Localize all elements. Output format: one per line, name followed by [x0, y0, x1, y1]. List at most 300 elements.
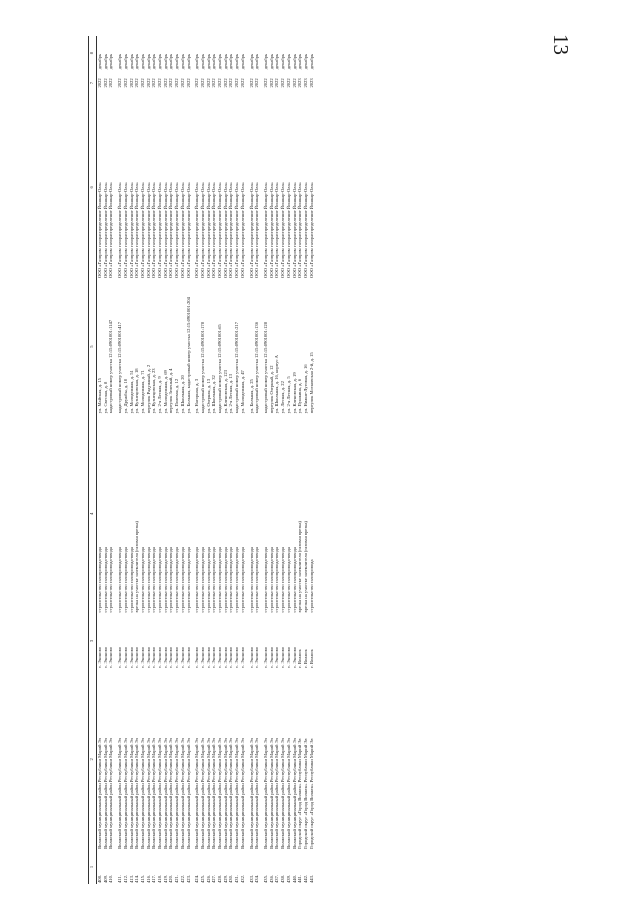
month-cell: декабрь: [239, 53, 245, 70]
address-cell: кадастровый номер участка 12:15:0901001:178: [199, 322, 205, 414]
settlement-cell: с. Эконово: [97, 646, 102, 668]
address-cell: ул. Молодежная, д. 69: [162, 370, 168, 414]
address-cell: переулок Московская 2-й, д. 15: [308, 352, 314, 414]
year-cell: 2022: [139, 78, 145, 88]
address-cell: ул. Кузнецовская, д. 18: [134, 368, 140, 414]
work-type-cell: строительство газопровода-ввода: [228, 547, 234, 613]
row-number-cell: 421.: [174, 874, 180, 883]
year-cell: 2022: [108, 78, 114, 88]
municipality-cell: Волжский муниципальный район Республики Марий Эл: [222, 738, 228, 849]
municipality-cell: Волжский муниципальный район Республики Марий Эл: [239, 738, 245, 849]
year-cell: 2022: [122, 78, 128, 88]
organization-cell: ООО «Газпром газораспределение Йошкар-Ола»: [157, 182, 163, 278]
month-cell: декабрь: [97, 53, 102, 70]
settlement-cell: с. Эконово: [145, 646, 151, 668]
header-cell: 5: [89, 279, 97, 414]
year-cell: 2022: [128, 78, 134, 88]
work-type-cell: строительство газопровода-ввода: [291, 547, 297, 613]
settlement-cell: с. Эконово: [185, 646, 191, 668]
work-type-cell: строительство газопровода-ввода: [108, 547, 114, 613]
organization-cell: ООО «Газпром газораспределение Йошкар-Ола»: [194, 182, 200, 278]
settlement-cell: с. Эконово: [228, 646, 234, 668]
month-cell: декабрь: [179, 53, 185, 70]
row-number-cell: 422.: [179, 874, 185, 883]
address-cell: ул. Лесная, д. 22: [280, 381, 286, 414]
address-cell: кадастровый номер участка 12:15:0901001:1147: [108, 319, 114, 414]
municipality-cell: Волжский муниципальный район Республики Марий Эл: [199, 738, 205, 849]
row-number-cell: 414.: [134, 874, 140, 883]
settlement-cell: г. Волжск: [297, 649, 303, 668]
settlement-cell: с. Эконово: [274, 646, 280, 668]
work-type-cell: строительство газопровода-ввода: [262, 547, 268, 613]
address-cell: ул. Школьная, д. 20: [179, 375, 185, 414]
address-cell: переулок Зеленый, д. 4: [168, 368, 174, 414]
organization-cell: ООО «Газпром газораспределение Йошкар-Ола»: [102, 182, 108, 278]
year-cell: 2022: [217, 78, 223, 88]
address-cell: ул. 2-я Лесная, д. 13: [228, 374, 234, 414]
month-cell: декабрь: [274, 53, 280, 70]
row-number-cell: 437.: [274, 874, 280, 883]
month-cell: декабрь: [234, 53, 240, 70]
organization-cell: ООО «Газпром газораспределение Йошкар-Ола»: [228, 182, 234, 278]
work-type-cell: строительство газопровода: [308, 559, 314, 613]
organization-cell: ООО «Газпром газораспределение Йошкар-Ола»: [168, 182, 174, 278]
month-cell: декабрь: [222, 53, 228, 70]
work-type-cell: врезка на участке заземлителя (газовая врезка): [302, 521, 308, 613]
year-cell: 2023: [297, 78, 303, 88]
header-cell: 8: [89, 36, 97, 70]
year-cell: 2022: [151, 78, 157, 88]
settlement-cell: с. Эконово: [162, 646, 168, 668]
work-type-cell: строительство газопровода-ввода: [117, 547, 123, 613]
organization-cell: ООО «Газпром газораспределение Йошкар-Ола»: [97, 182, 102, 278]
organization-cell: ООО «Газпром газораспределение Йошкар-Ола»: [145, 182, 151, 278]
municipality-cell: Волжский муниципальный район Республики Марий Эл: [285, 738, 291, 849]
address-cell: ул. Нагорная, д. 3: [194, 378, 200, 414]
settlement-cell: г. Волжск: [302, 649, 308, 668]
work-type-cell: строительство газопровода-ввода: [274, 547, 280, 613]
year-cell: 2022: [145, 78, 151, 88]
address-cell: ул. Больная, д. 25: [248, 379, 254, 414]
year-cell: 2022: [211, 78, 217, 88]
address-cell: ул. 2-я Лесная, д. 5: [285, 376, 291, 414]
row-number-cell: 436.: [268, 874, 274, 883]
work-type-cell: строительство газопровода-ввода: [234, 547, 240, 613]
organization-cell: ООО «Газпром газораспределение Йошкар-Ола»: [108, 182, 114, 278]
month-cell: декабрь: [139, 53, 145, 70]
month-cell: декабрь: [185, 53, 191, 70]
settlement-cell: с. Эконово: [179, 646, 185, 668]
year-cell: 2022: [162, 78, 168, 88]
address-cell: ул. Нижне-Луговая, д. 16: [302, 364, 308, 414]
settlement-cell: с. Эконово: [262, 646, 268, 668]
municipality-cell: Волжский муниципальный район Республики Марий Эл: [128, 738, 134, 849]
work-type-cell: строительство газопровода-ввода: [174, 547, 180, 613]
settlement-cell: с. Эконово: [157, 646, 163, 668]
work-type-cell: строительство газопровода-ввода: [145, 547, 151, 613]
settlement-cell: с. Эконово: [122, 646, 128, 668]
year-cell: 2022: [205, 78, 211, 88]
organization-cell: ООО «Газпром газораспределение Йошкар-Ола»: [205, 182, 211, 278]
year-cell: 2022: [254, 78, 260, 88]
row-number-cell: 443.: [308, 874, 314, 883]
settlement-cell: с. Эконово: [211, 646, 217, 668]
settlement-cell: с. Эконово: [168, 646, 174, 668]
address-cell: ул. Полевая, д. 12: [174, 378, 180, 414]
settlement-cell: с. Эконово: [134, 646, 140, 668]
organization-cell: ООО «Газпром газораспределение Йошкар-Ола»: [211, 182, 217, 278]
month-cell: декабрь: [128, 53, 134, 70]
gas-connection-table: [88, 36, 314, 884]
row-number-cell: 415.: [139, 874, 145, 883]
municipality-cell: Волжский муниципальный район Республики Марий Эл: [117, 738, 123, 849]
organization-cell: ООО «Газпром газораспределение Йошкар-Ола»: [308, 182, 314, 278]
row-number-cell: 417.: [151, 874, 157, 883]
year-cell: 2022: [174, 78, 180, 88]
address-cell: ул. Дружбы, д. 10: [122, 378, 128, 414]
month-cell: декабрь: [228, 53, 234, 70]
settlement-cell: с. Эконово: [254, 646, 260, 668]
month-cell: декабрь: [297, 53, 303, 70]
row-number-cell: 412.: [122, 874, 128, 883]
work-type-cell: строительство газопровода-ввода: [122, 547, 128, 613]
work-type-cell: строительство газопровода-ввода: [268, 547, 274, 613]
address-cell: ул. Кленовская, д. 123: [222, 370, 228, 414]
municipality-cell: Волжский муниципальный район Республики Марий Эл: [174, 738, 180, 849]
address-cell: кадастровый номер участка 12:15:0901001:417: [117, 322, 123, 414]
year-cell: 2022: [228, 78, 234, 88]
month-cell: декабрь: [291, 53, 297, 70]
row-number-cell: 435.: [262, 874, 268, 883]
month-cell: декабрь: [262, 53, 268, 70]
settlement-cell: с. Эконово: [280, 646, 286, 668]
municipality-cell: Волжский муниципальный район Республики Марий Эл: [157, 738, 163, 849]
month-cell: декабрь: [122, 53, 128, 70]
work-type-cell: строительство газопровода-ввода: [280, 547, 286, 613]
year-cell: 2022: [117, 78, 123, 88]
municipality-cell: Волжский муниципальный район Республики Марий Эл: [162, 738, 168, 849]
row-number-cell: 413.: [128, 874, 134, 883]
year-cell: 2022: [168, 78, 174, 88]
row-number-cell: 428.: [217, 874, 223, 883]
month-cell: декабрь: [102, 53, 108, 70]
table-row: [309, 36, 315, 884]
work-type-cell: строительство газопровода-ввода: [128, 547, 134, 613]
month-cell: декабрь: [168, 53, 174, 70]
organization-cell: ООО «Газпром газораспределение Йошкар-Ола»: [254, 182, 260, 278]
work-type-cell: строительство газопровода-ввода: [185, 547, 191, 613]
year-cell: 2022: [102, 78, 108, 88]
month-cell: декабрь: [217, 53, 223, 70]
header-cell: 6: [89, 96, 97, 279]
year-cell: 2022: [268, 78, 274, 88]
settlement-cell: с. Эконово: [102, 646, 108, 668]
work-type-cell: строительство газопровода-ввода: [254, 547, 260, 613]
row-number-cell: 438.: [280, 874, 286, 883]
municipality-cell: Волжский муниципальный район Республики Марий Эл: [134, 738, 140, 849]
municipality-cell: Волжский муниципальный район Республики Марий Эл: [151, 738, 157, 849]
address-cell: переулок Радужный, д. 2: [145, 364, 151, 414]
work-type-cell: строительство газопровода-ввода: [285, 547, 291, 613]
municipality-cell: Волжский муниципальный район Республики Марий Эл: [205, 738, 211, 849]
address-cell: ул. Кленовская, д. 19: [291, 372, 297, 414]
organization-cell: ООО «Газпром газораспределение Йошкар-Ола»: [199, 182, 205, 278]
organization-cell: ООО «Газпром газораспределение Йошкар-Ола»: [128, 182, 134, 278]
month-cell: декабрь: [199, 53, 205, 70]
month-cell: декабрь: [162, 53, 168, 70]
address-cell: кадастровый номер участка 12:15:0901001:65: [217, 324, 223, 414]
municipality-cell: Волжский муниципальный район Республики Марий Эл: [168, 738, 174, 849]
address-cell: ул. Светлая, д. 8: [102, 381, 108, 414]
year-cell: 2022: [274, 78, 280, 88]
year-cell: 2022: [199, 78, 205, 88]
header-cell: 7: [89, 70, 97, 96]
municipality-cell: Волжский муниципальный район Республики Марий Эл: [102, 738, 108, 849]
month-cell: декабрь: [268, 53, 274, 70]
work-type-cell: строительство газопровода-ввода: [194, 547, 200, 613]
organization-cell: ООО «Газпром газораспределение Йошкар-Ола»: [117, 182, 123, 278]
page-number: 13: [549, 34, 573, 55]
row-number-cell: 440.: [291, 874, 297, 883]
row-number-cell: 432.: [239, 874, 245, 883]
settlement-cell: с. Эконово: [239, 646, 245, 668]
year-cell: 2022: [97, 78, 102, 88]
organization-cell: ООО «Газпром газораспределение Йошкар-Ола»: [302, 182, 308, 278]
year-cell: 2022: [185, 78, 191, 88]
address-cell: ул. Кузнецовская, д. 23: [151, 368, 157, 414]
year-cell: 2022: [179, 78, 185, 88]
row-number-cell: 423.: [185, 874, 191, 883]
municipality-cell: Городской округ «Город Волжск» Республики Марий Эл: [302, 738, 308, 849]
row-number-cell: 408.: [97, 874, 102, 883]
year-cell: 2022: [234, 78, 240, 88]
row-number-cell: 439.: [285, 874, 291, 883]
row-number-cell: 426.: [205, 874, 211, 883]
work-type-cell: строительство газопровода-ввода: [139, 547, 145, 613]
work-type-cell: строительство газопровода-ввода: [211, 547, 217, 613]
row-number-cell: 431.: [234, 874, 240, 883]
settlement-cell: с. Эконово: [268, 646, 274, 668]
municipality-cell: Городской округ «Город Волжск» Республики Марий Эл: [308, 738, 314, 849]
row-number-cell: 411.: [117, 875, 123, 883]
address-cell: кадастровый номер участка 12:15:0901001:128: [262, 322, 268, 414]
municipality-cell: Волжский муниципальный район Республики Марий Эл: [179, 738, 185, 849]
organization-cell: ООО «Газпром газораспределение Йошкар-Ола»: [274, 182, 280, 278]
month-cell: декабрь: [151, 53, 157, 70]
municipality-cell: Волжский муниципальный район Республики Марий Эл: [139, 738, 145, 849]
organization-cell: ООО «Газпром газораспределение Йошкар-Ола»: [262, 182, 268, 278]
row-number-cell: 433.: [248, 874, 254, 883]
address-cell: ул. Школьная, д. 16, корпус А: [274, 355, 280, 414]
work-type-cell: строительство газопровода-ввода: [199, 547, 205, 613]
work-type-cell: строительство газопровода-ввода: [157, 547, 163, 613]
year-cell: 2022: [157, 78, 163, 88]
month-cell: декабрь: [157, 53, 163, 70]
work-type-cell: строительство газопровода-ввода: [162, 547, 168, 613]
municipality-cell: Волжский муниципальный район Республики Марий Эл: [217, 738, 223, 849]
settlement-cell: с. Эконово: [108, 646, 114, 668]
row-number-cell: 424.: [194, 874, 200, 883]
row-number-cell: 441.: [297, 874, 303, 883]
organization-cell: ООО «Газпром газораспределение Йошкар-Ола»: [174, 182, 180, 278]
month-cell: декабрь: [248, 53, 254, 70]
year-cell: 2022: [248, 78, 254, 88]
address-cell: ул. Майская, д. 15: [97, 378, 102, 414]
municipality-cell: Волжский муниципальный район Республики Марий Эл: [291, 738, 297, 849]
year-cell: 2022: [285, 78, 291, 88]
month-cell: декабрь: [285, 53, 291, 70]
organization-cell: ООО «Газпром газораспределение Йошкар-Ола»: [122, 182, 128, 278]
year-cell: 2022: [280, 78, 286, 88]
work-type-cell: строительство газопровода-ввода: [222, 547, 228, 613]
organization-cell: ООО «Газпром газораспределение Йошкар-Ола»: [162, 182, 168, 278]
table-header-row: [89, 36, 97, 884]
year-cell: 2022: [239, 78, 245, 88]
settlement-cell: с. Эконово: [291, 646, 297, 668]
month-cell: декабрь: [205, 53, 211, 70]
municipality-cell: Волжский муниципальный район Республики Марий Эл: [280, 738, 286, 849]
settlement-cell: с. Эконово: [174, 646, 180, 668]
organization-cell: ООО «Газпром газораспределение Йошкар-Ола»: [248, 182, 254, 278]
work-type-cell: строительство газопровода-ввода: [205, 547, 211, 613]
work-type-cell: строительство газопровода-ввода: [179, 547, 185, 613]
month-cell: декабрь: [174, 53, 180, 70]
work-type-cell: строительство газопровода-ввода: [97, 547, 102, 613]
address-cell: ул. Молодежная, д. 47: [239, 370, 245, 414]
month-cell: декабрь: [145, 53, 151, 70]
address-cell: переулок Озерный, д. 12: [268, 365, 274, 414]
settlement-cell: с. Эконово: [234, 646, 240, 668]
rotated-table-container: [88, 36, 532, 884]
municipality-cell: Городской округ «Город Волжск» Республики Марий Эл: [297, 738, 303, 849]
work-type-cell: врезка на участке заземлителя (газовая врезка): [297, 521, 303, 613]
month-cell: декабрь: [280, 53, 286, 70]
municipality-cell: Волжский муниципальный район Республики Марий Эл: [211, 738, 217, 849]
organization-cell: ООО «Газпром газораспределение Йошкар-Ола»: [291, 182, 297, 278]
municipality-cell: Волжский муниципальный район Республики Марий Эл: [234, 738, 240, 849]
settlement-cell: с. Эконово: [217, 646, 223, 668]
row-number-cell: 418.: [157, 874, 163, 883]
row-number-cell: 420.: [168, 874, 174, 883]
organization-cell: ООО «Газпром газораспределение Йошкар-Ола»: [134, 182, 140, 278]
address-cell: ул. Пушкина, д. 6: [297, 378, 303, 414]
settlement-cell: с. Эконово: [285, 646, 291, 668]
header-cell: 2: [89, 669, 97, 850]
address-cell: ул. Озерная, д. 13: [205, 378, 211, 414]
month-cell: декабрь: [117, 53, 123, 70]
settlement-cell: с. Эконово: [194, 646, 200, 668]
address-cell: ул. Молодежная, д. 51: [128, 370, 134, 414]
row-number-cell: 410.: [108, 874, 114, 883]
municipality-cell: Волжский муниципальный район Республики Марий Эл: [185, 738, 191, 849]
year-cell: 2022: [222, 78, 228, 88]
row-number-cell: 442.: [302, 874, 308, 883]
year-cell: 2022: [262, 78, 268, 88]
month-cell: декабрь: [211, 53, 217, 70]
row-number-cell: 430.: [228, 874, 234, 883]
work-type-cell: строительство газопровода-ввода: [248, 547, 254, 613]
settlement-cell: с. Эконово: [248, 646, 254, 668]
row-number-cell: 419.: [162, 874, 168, 883]
address-cell: ул. 2-я Лесная, д. 9: [157, 376, 163, 414]
month-cell: декабрь: [302, 53, 308, 70]
organization-cell: ООО «Газпром газораспределение Йошкар-Ола»: [179, 182, 185, 278]
organization-cell: ООО «Газпром газораспределение Йошкар-Ола»: [280, 182, 286, 278]
organization-cell: ООО «Газпром газораспределение Йошкар-Ола»: [185, 182, 191, 278]
month-cell: декабрь: [308, 53, 314, 70]
header-cell: 4: [89, 414, 97, 613]
header-cell: 3: [89, 613, 97, 668]
settlement-cell: с. Эконово: [199, 646, 205, 668]
row-number-cell: 425.: [199, 874, 205, 883]
row-number-cell: 434.: [254, 874, 260, 883]
row-number-cell: 409.: [102, 874, 108, 883]
work-type-cell: строительство газопровода-ввода: [102, 547, 108, 613]
row-number-cell: 427.: [211, 874, 217, 883]
work-type-cell: врезка на участке заземлителя (газовая врезка): [134, 521, 140, 613]
year-cell: 2023: [302, 78, 308, 88]
year-cell: 2022: [194, 78, 200, 88]
organization-cell: ООО «Газпром газораспределение Йошкар-Ола»: [239, 182, 245, 278]
work-type-cell: строительство газопровода-ввода: [239, 547, 245, 613]
organization-cell: ООО «Газпром газораспределение Йошкар-Ола»: [234, 182, 240, 278]
municipality-cell: Волжский муниципальный район Республики Марий Эл: [262, 738, 268, 849]
municipality-cell: Волжский муниципальный район Республики Марий Эл: [97, 738, 102, 849]
address-cell: ул. Молодежная, д. 71: [139, 370, 145, 414]
municipality-cell: Волжский муниципальный район Республики Марий Эл: [194, 738, 200, 849]
year-cell: 2022: [291, 78, 297, 88]
organization-cell: ООО «Газпром газораспределение Йошкар-Ола»: [222, 182, 228, 278]
municipality-cell: Волжский муниципальный район Республики Марий Эл: [122, 738, 128, 849]
work-type-cell: строительство газопровода-ввода: [151, 547, 157, 613]
work-type-cell: строительство газопровода-ввода: [217, 547, 223, 613]
year-cell: 2023: [308, 78, 314, 88]
row-number-cell: 429.: [222, 874, 228, 883]
settlement-cell: с. Эконово: [139, 646, 145, 668]
month-cell: декабрь: [194, 53, 200, 70]
header-cell: 1: [89, 850, 97, 884]
address-cell: кадастровый номер участка 12:15:0901001:136: [254, 322, 260, 414]
municipality-cell: Волжский муниципальный район Республики Марий Эл: [228, 738, 234, 849]
row-number-cell: 416.: [145, 874, 151, 883]
organization-cell: ООО «Газпром газораспределение Йошкар-Ола»: [285, 182, 291, 278]
municipality-cell: Волжский муниципальный район Республики Марий Эл: [254, 738, 260, 849]
month-cell: декабрь: [134, 53, 140, 70]
municipality-cell: Волжский муниципальный район Республики Марий Эл: [248, 738, 254, 849]
month-cell: декабрь: [108, 53, 114, 70]
settlement-cell: с. Эконово: [222, 646, 228, 668]
settlement-cell: с. Эконово: [128, 646, 134, 668]
organization-cell: ООО «Газпром газораспределение Йошкар-Ола»: [151, 182, 157, 278]
settlement-cell: с. Эконово: [117, 646, 123, 668]
settlement-cell: с. Эконово: [205, 646, 211, 668]
month-cell: декабрь: [254, 53, 260, 70]
work-type-cell: строительство газопровода-ввода: [168, 547, 174, 613]
municipality-cell: Волжский муниципальный район Республики Марий Эл: [108, 738, 114, 849]
municipality-cell: Волжский муниципальный район Республики Марий Эл: [268, 738, 274, 849]
address-cell: ул. Школьная, д. 32: [211, 375, 217, 414]
address-cell: кадастровый номер участка 12:15:0901001:217: [234, 322, 240, 414]
municipality-cell: Волжский муниципальный район Республики Марий Эл: [145, 738, 151, 849]
organization-cell: ООО «Газпром газораспределение Йошкар-Ола»: [217, 182, 223, 278]
settlement-cell: с. Эконово: [151, 646, 157, 668]
table-body: [89, 36, 315, 884]
organization-cell: ООО «Газпром газораспределение Йошкар-Ола»: [297, 182, 303, 278]
municipality-cell: Волжский муниципальный район Республики Марий Эл: [274, 738, 280, 849]
address-cell: ул. Больная, кадастровый номер участка 12:15:0901001:204: [185, 297, 191, 414]
organization-cell: ООО «Газпром газораспределение Йошкар-Ола»: [268, 182, 274, 278]
settlement-cell: г. Волжск: [308, 649, 314, 668]
